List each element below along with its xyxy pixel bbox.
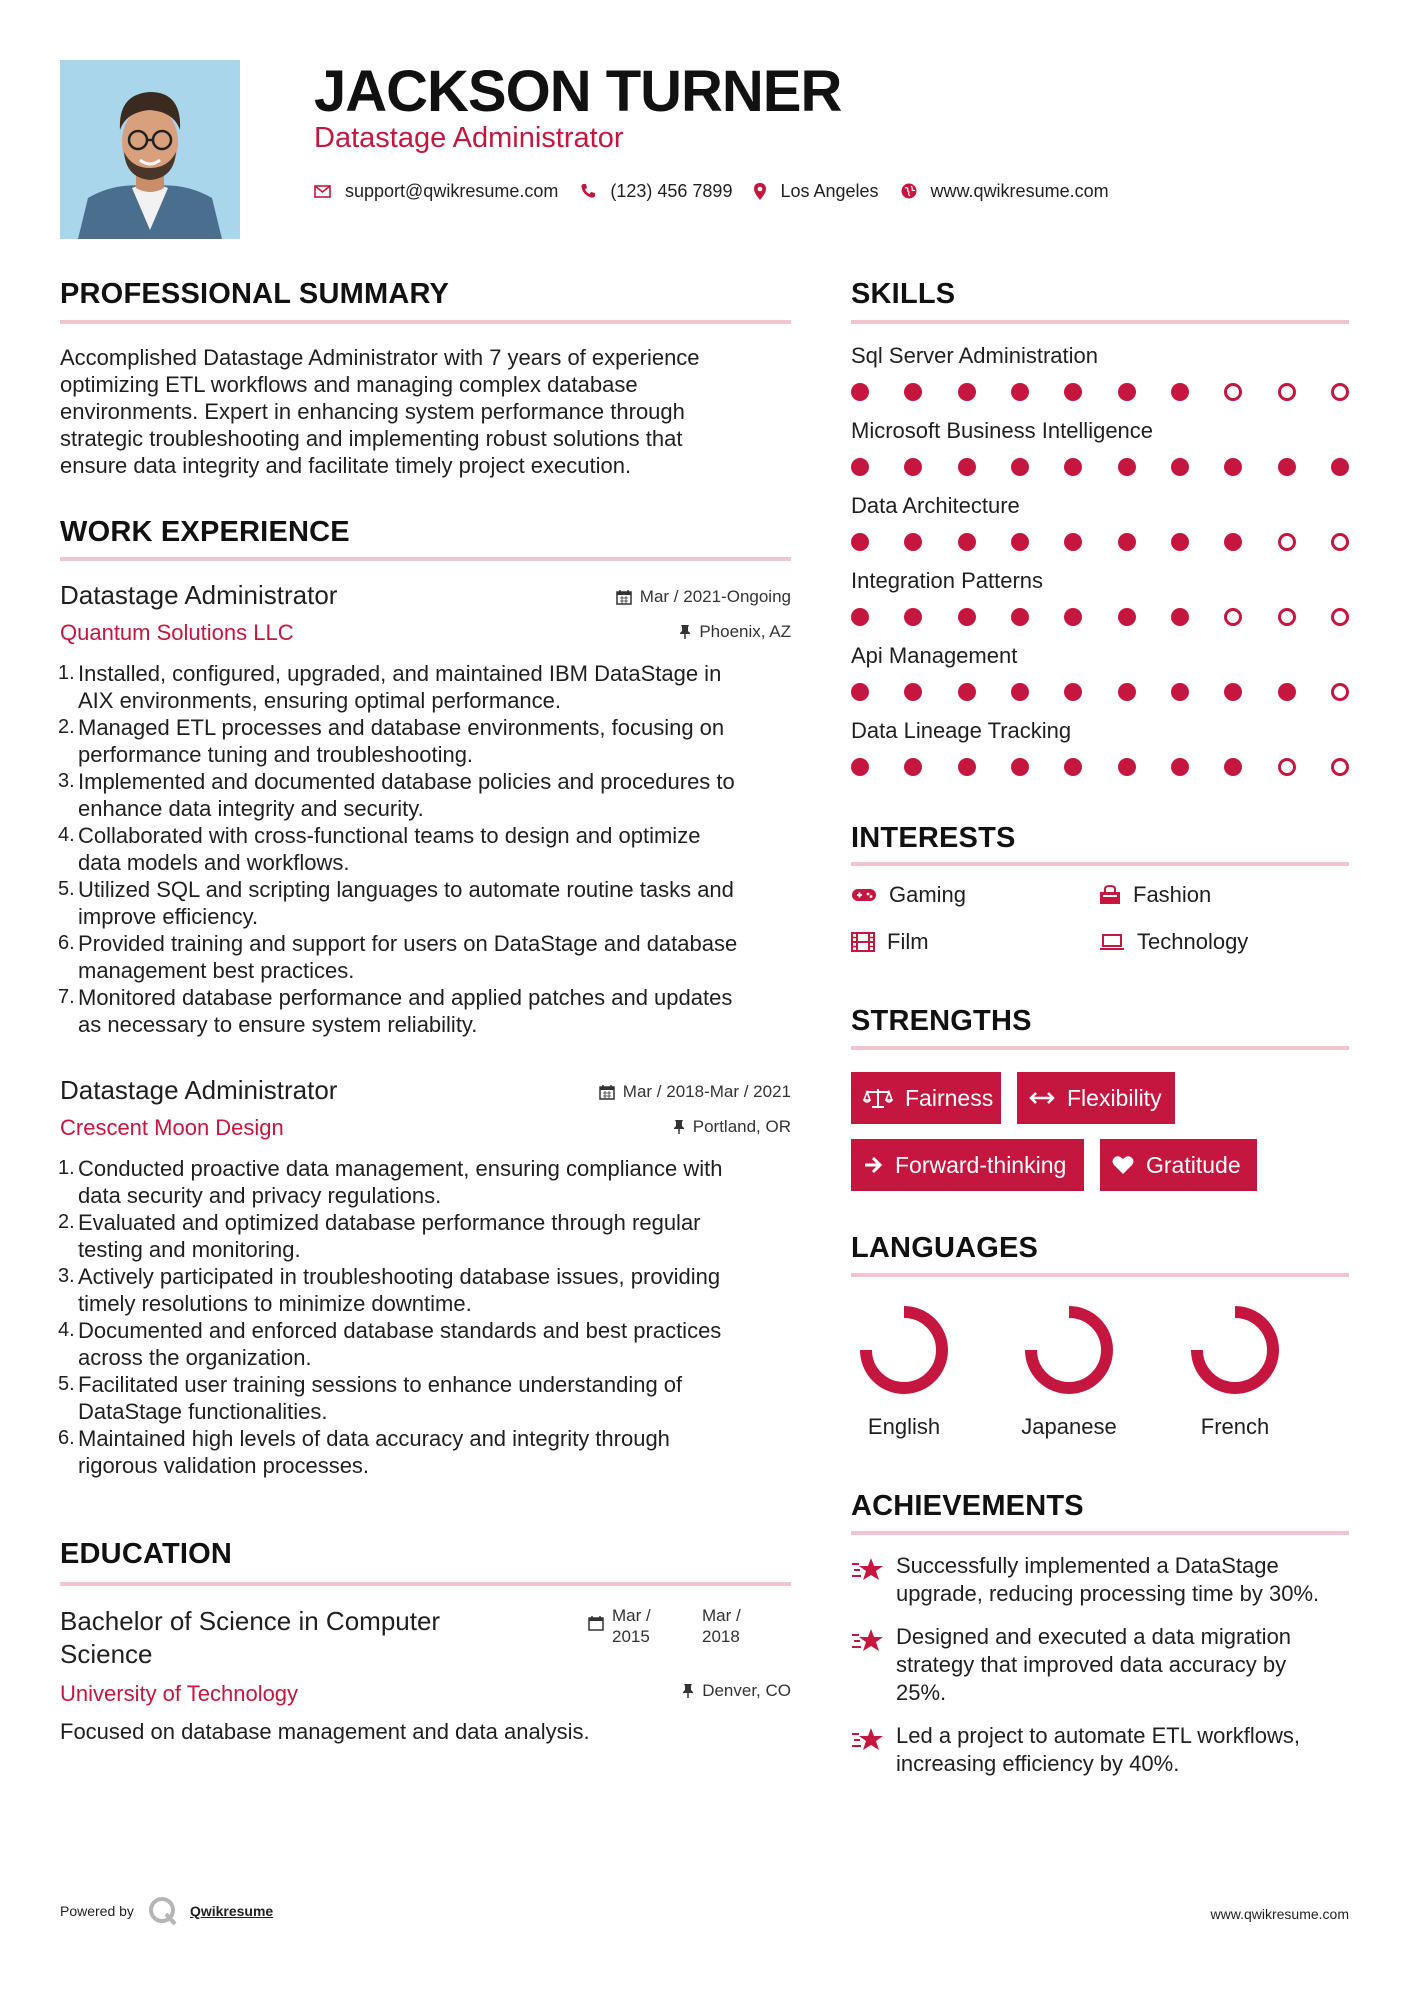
rating-dot <box>1011 383 1029 401</box>
arrow-right-icon <box>863 1156 883 1174</box>
rating-dot <box>1278 608 1296 626</box>
rating-dot <box>1331 533 1349 551</box>
rating-dot <box>1011 533 1029 551</box>
strengths-heading: STRENGTHS <box>851 1005 1032 1037</box>
rating-dot <box>1171 533 1189 551</box>
rating-dot <box>1278 758 1296 776</box>
rating-dot <box>1064 458 1082 476</box>
job-company: Quantum Solutions LLC <box>60 620 294 645</box>
achievement-item <box>851 1722 1349 1782</box>
interest-item <box>1099 929 1248 955</box>
rating-dot <box>1171 683 1189 701</box>
brand-link[interactable]: Qwikresume <box>189 1903 274 1919</box>
experience-divider <box>60 557 791 561</box>
rating-dot <box>1011 608 1029 626</box>
skills-heading: SKILLS <box>851 278 956 310</box>
rating-dot <box>958 383 976 401</box>
education-divider <box>60 1582 791 1586</box>
pushpin-icon <box>679 624 691 640</box>
rating-dot <box>851 383 869 401</box>
rating-dot <box>1011 458 1029 476</box>
profile-photo <box>60 60 240 239</box>
skill-item <box>851 643 1349 701</box>
skill-name: Integration Patterns <box>851 568 1044 593</box>
rating-dot <box>904 683 922 701</box>
education-location <box>682 1681 791 1701</box>
achievement-text: Successfully implemented a DataStage upgrade, reducing processing time by 30%. <box>896 1553 1320 1606</box>
rating-dot <box>958 533 976 551</box>
education-degree <box>60 1605 480 1671</box>
list-item: 1. Installed, configured, upgraded, and maintained IBM DataStage in AIX environments, ensuring optimal performance. <box>58 661 722 713</box>
achievement-item <box>851 1623 1349 1711</box>
star-icon <box>851 1726 885 1759</box>
film-icon <box>851 932 875 952</box>
strength-label: Gratitude <box>1146 1151 1241 1178</box>
list-item: 2. Evaluated and optimized database performance through regular testing and monitoring. <box>58 1210 701 1262</box>
rating-dot <box>1171 758 1189 776</box>
rating-dot <box>1331 758 1349 776</box>
rating-dot <box>904 458 922 476</box>
interest-item <box>851 882 966 908</box>
rating-dot <box>1224 758 1242 776</box>
contact-email[interactable] <box>314 181 558 202</box>
rating-dot <box>1118 533 1136 551</box>
skill-rating <box>851 458 1349 476</box>
arrows-horizontal-icon <box>1029 1090 1055 1106</box>
rating-dot <box>1224 608 1242 626</box>
achievements-heading: ACHIEVEMENTS <box>851 1490 1084 1522</box>
strength-badge <box>851 1072 1001 1124</box>
map-pin-icon <box>754 183 766 200</box>
achievement-text: Led a project to automate ETL workflows, increasing efficiency by 40%. <box>896 1723 1300 1776</box>
job-date <box>616 587 791 607</box>
summary-line: Accomplished Datastage Administrator with 7 years of experience <box>60 345 700 370</box>
summary-divider <box>60 320 791 324</box>
skill-item <box>851 568 1349 626</box>
skill-name: Microsoft Business Intelligence <box>851 418 1154 443</box>
education-dates <box>588 1605 792 1647</box>
rating-dot <box>1278 383 1296 401</box>
rating-dot <box>1331 608 1349 626</box>
list-item: 5. Utilized SQL and scripting languages to automate routine tasks and improve efficiency. <box>58 877 734 929</box>
laptop-icon <box>1099 933 1125 951</box>
education-location-text: Denver, CO <box>702 1681 791 1700</box>
job-role: Datastage Administrator <box>60 580 338 610</box>
job-bullets <box>60 1155 791 1479</box>
rating-dot <box>1171 458 1189 476</box>
rating-dot <box>1118 458 1136 476</box>
rating-dot <box>958 458 976 476</box>
pushpin-icon <box>673 1119 685 1135</box>
interest-label: Technology <box>1137 929 1249 954</box>
language-item <box>1175 1300 1295 1440</box>
contact-row <box>314 178 1131 204</box>
rating-dot <box>1064 758 1082 776</box>
degree-line: Science <box>60 1639 153 1669</box>
gamepad-icon <box>851 887 877 903</box>
skill-rating <box>851 533 1349 551</box>
education-description: Focused on database management and data analysis. <box>60 1719 590 1744</box>
rating-dot <box>1278 683 1296 701</box>
job-location <box>673 1117 791 1137</box>
education-end: Mar / 2018 <box>702 1606 741 1646</box>
calendar-icon <box>588 1615 604 1647</box>
contact-phone[interactable] <box>580 181 732 202</box>
language-arc <box>1031 1312 1107 1388</box>
skill-rating <box>851 683 1349 701</box>
language-name: English <box>867 1414 941 1439</box>
rating-dot <box>1064 533 1082 551</box>
skill-rating <box>851 608 1349 626</box>
rating-dot <box>1331 458 1349 476</box>
rating-dot <box>1064 683 1082 701</box>
footer-url[interactable]: www.qwikresume.com <box>1210 1906 1349 1922</box>
candidate-name: JACKSON TURNER <box>314 59 842 124</box>
job-role: Datastage Administrator <box>60 1075 338 1105</box>
qwikresume-logo-icon <box>148 1896 178 1926</box>
degree-line: Bachelor of Science in Computer <box>60 1606 441 1636</box>
strength-label: Flexibility <box>1067 1084 1162 1111</box>
rating-dot <box>1118 683 1136 701</box>
list-item: 7. Monitored database performance and applied patches and updates as necessary to ensure system reliability. <box>58 985 733 1037</box>
rating-dot <box>1118 758 1136 776</box>
heart-icon <box>1112 1155 1134 1175</box>
language-item <box>1009 1300 1129 1440</box>
globe-icon <box>901 183 917 199</box>
rating-dot <box>958 683 976 701</box>
balance-scale-icon <box>863 1087 893 1109</box>
language-level-arc <box>854 1300 954 1400</box>
rating-dot <box>1171 383 1189 401</box>
skill-rating <box>851 758 1349 776</box>
skill-item <box>851 718 1349 776</box>
rating-dot <box>851 608 869 626</box>
education-heading: EDUCATION <box>60 1538 233 1570</box>
contact-location <box>754 181 878 202</box>
achievements-divider <box>851 1531 1349 1535</box>
rating-dot <box>1224 533 1242 551</box>
job-location-text: Phoenix, AZ <box>699 622 791 641</box>
rating-dot <box>851 758 869 776</box>
job-entry <box>60 580 791 1038</box>
list-item: 3. Actively participated in troubleshooting database issues, providing timely resolutions to minimize downtime. <box>58 1264 721 1316</box>
rating-dot <box>904 758 922 776</box>
achievement-item <box>851 1552 1349 1612</box>
contact-email-text: support@qwikresume.com <box>345 180 559 201</box>
rating-dot <box>904 533 922 551</box>
list-item: 2. Managed ETL processes and database environments, focusing on performance tuning and troubleshooting. <box>58 715 725 767</box>
strength-badge <box>1100 1139 1257 1191</box>
languages-divider <box>851 1273 1349 1277</box>
rating-dot <box>1331 383 1349 401</box>
language-item <box>844 1300 964 1440</box>
interest-item <box>851 929 929 955</box>
language-name: Japanese <box>1021 1414 1117 1439</box>
rating-dot <box>1278 458 1296 476</box>
languages-heading: LANGUAGES <box>851 1232 1039 1264</box>
skill-item <box>851 493 1349 551</box>
job-company: Crescent Moon Design <box>60 1115 284 1140</box>
education-school: University of Technology <box>60 1681 299 1706</box>
rating-dot <box>958 758 976 776</box>
language-level-arc <box>1185 1300 1285 1400</box>
rating-dot <box>1011 683 1029 701</box>
interest-label: Fashion <box>1133 882 1212 907</box>
star-icon <box>851 1627 885 1660</box>
language-arc <box>1197 1312 1273 1388</box>
language-name: French <box>1200 1414 1270 1439</box>
calendar-icon <box>616 589 632 605</box>
powered-by-text: Powered by <box>60 1903 134 1919</box>
rating-dot <box>904 608 922 626</box>
rating-dot <box>1224 383 1242 401</box>
job-entry <box>60 1075 791 1479</box>
list-item: 4. Collaborated with cross-functional teams to design and optimize data models and workflows. <box>58 823 701 875</box>
education-start: Mar / 2015 <box>612 1606 651 1646</box>
list-item: 6. Maintained high levels of data accuracy and integrity through rigorous validation processes. <box>58 1426 670 1478</box>
list-item: 3. Implemented and documented database policies and procedures to enhance data integrity and security. <box>58 769 735 821</box>
star-icon <box>851 1556 885 1589</box>
rating-dot <box>1118 608 1136 626</box>
skill-rating <box>851 383 1349 401</box>
job-date-text: Mar / 2021-Ongoing <box>639 587 791 606</box>
rating-dot <box>1171 608 1189 626</box>
job-date <box>599 1082 791 1102</box>
strengths-divider <box>851 1046 1349 1050</box>
interest-item <box>1099 882 1211 908</box>
experience-heading: WORK EXPERIENCE <box>60 516 350 548</box>
candidate-title: Datastage Administrator <box>314 122 624 154</box>
interest-label: Film <box>887 929 929 954</box>
summary-line: ensure data integrity and facilitate timely project execution. <box>60 453 632 478</box>
rating-dot <box>1064 383 1082 401</box>
summary-line: environments. Expert in enhancing system performance through <box>60 399 685 424</box>
contact-location-text: Los Angeles <box>780 180 879 201</box>
pushpin-icon <box>682 1683 694 1699</box>
calendar-icon <box>599 1084 615 1100</box>
rating-dot <box>1278 533 1296 551</box>
skill-item <box>851 343 1349 401</box>
rating-dot <box>851 683 869 701</box>
avatar <box>60 60 240 239</box>
contact-website[interactable] <box>901 181 1109 202</box>
footer-powered-by <box>60 1896 273 1926</box>
strength-badge <box>1017 1072 1175 1124</box>
summary-line: optimizing ETL workflows and managing complex database <box>60 372 638 397</box>
list-item: 5. Facilitated user training sessions to enhance understanding of DataStage functionalities. <box>58 1372 683 1424</box>
language-arc <box>866 1312 942 1388</box>
summary-text <box>60 344 760 479</box>
skills-divider <box>851 320 1349 324</box>
rating-dot <box>851 458 869 476</box>
skill-name: Data Architecture <box>851 493 1020 518</box>
interests-divider <box>851 862 1349 866</box>
language-level-arc <box>1019 1300 1119 1400</box>
interest-label: Gaming <box>889 882 967 907</box>
job-location <box>679 622 791 642</box>
list-item: 6. Provided training and support for users on DataStage and database management best practices. <box>58 931 738 983</box>
strength-label: Forward-thinking <box>895 1151 1067 1178</box>
skill-name: Sql Server Administration <box>851 343 1098 368</box>
summary-heading: PROFESSIONAL SUMMARY <box>60 278 450 310</box>
rating-dot <box>1331 683 1349 701</box>
list-item: 1. Conducted proactive data management, ensuring compliance with data security and privacy regulations. <box>58 1156 723 1208</box>
skill-name: Data Lineage Tracking <box>851 718 1072 743</box>
envelope-icon <box>314 185 331 198</box>
rating-dot <box>1224 458 1242 476</box>
phone-icon <box>580 183 596 199</box>
skill-item <box>851 418 1349 476</box>
shopping-bag-icon <box>1099 885 1121 905</box>
contact-website-text: www.qwikresume.com <box>930 180 1109 201</box>
rating-dot <box>1064 608 1082 626</box>
strength-badge <box>851 1139 1084 1191</box>
skill-name: Api Management <box>851 643 1018 668</box>
contact-phone-text: (123) 456 7899 <box>610 180 733 201</box>
job-bullets <box>60 660 791 1038</box>
list-item: 4. Documented and enforced database standards and best practices across the organization. <box>58 1318 722 1370</box>
achievement-text: Designed and executed a data migration strategy that improved data accuracy by 25%. <box>896 1624 1292 1705</box>
rating-dot <box>904 383 922 401</box>
rating-dot <box>1011 758 1029 776</box>
rating-dot <box>958 608 976 626</box>
rating-dot <box>851 533 869 551</box>
interests-heading: INTERESTS <box>851 822 1016 854</box>
strength-label: Fairness <box>905 1084 994 1111</box>
rating-dot <box>1118 383 1136 401</box>
rating-dot <box>1224 683 1242 701</box>
job-date-text: Mar / 2018-Mar / 2021 <box>622 1082 791 1101</box>
summary-line: strategic troubleshooting and implementing robust solutions that <box>60 426 683 451</box>
job-location-text: Portland, OR <box>692 1117 791 1136</box>
